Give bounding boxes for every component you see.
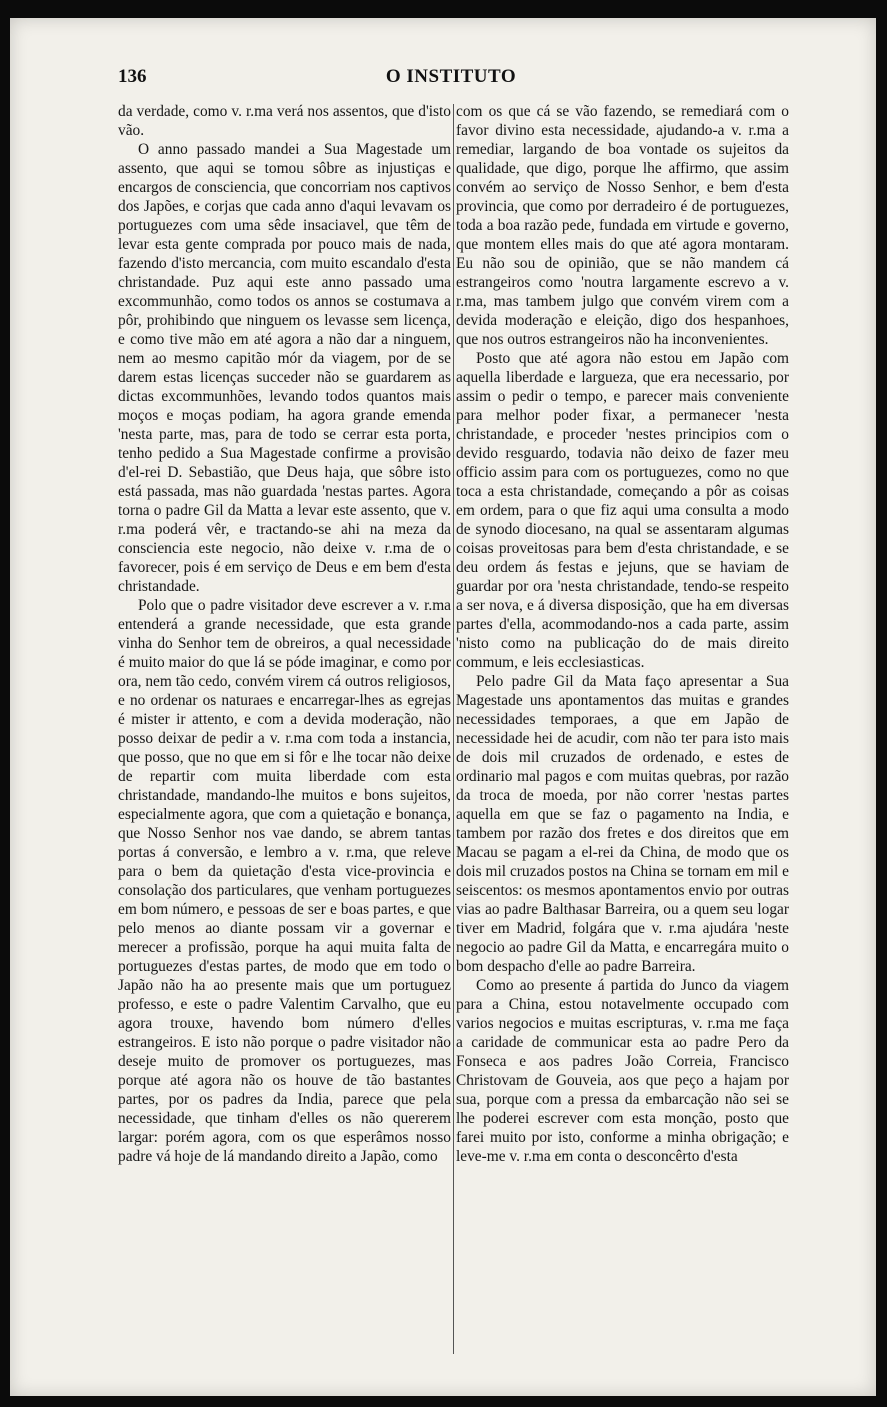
page-number: 136 (118, 66, 147, 87)
right-column (456, 102, 789, 1166)
paragraph: com os que cá se vão fazendo, se remediará com o favor divino esta necessidade, ajudando-a v. r.ma a remediar, largando de boa vontade os sujeitos da qualidade, que digo, porque lhe affirmo, que assim convém ao serviço de Nosso Senhor, e bem d'esta provincia, que como por derradeiro é de portuguezes, toda a boa razão pede, fundada em virtude e governo, que montem elles mais do que até agora montaram. Eu não sou de opinião, que se não mandem cá estrangeiros como 'noutra largamente escrevo a v. r.ma, mas tambem julgo que convém virem com a devida moderação e eleição, digo dos hespanhoes, que nos outros estrangeiros não ha inconvenientes. (456, 103, 789, 348)
paragraph: O anno passado mandei a Sua Magestade um assento, que aqui se tomou sôbre as injustiças e encargos de consciencia, que concorriam nos captivos dos Japões, e corjas que cada anno d'aqui levavam os portuguezes com uma sêde insaciavel, que têm de levar esta gente comprada por pouco mais de nada, fazendo d'isto mercancia, com muito escandalo d'esta christandade. Puz aqui este anno passado uma excommunhão, como todos os annos se costumava a pôr, prohibindo que ninguem os levasse sem licença, e como tive mão em até agora a não dar a ninguem, nem ao mesmo capitão mór da viagem, por de se darem estas licenças succeder não se guardarem as dictas excommunhões, levando todos quantos mais moços e moças podiam, ha agora grande emenda 'nesta parte, mas, para de todo se cerrar esta porta, tenho pedido a Sua Magestade confirme a provisão d'el-rei D. Sebastião, que Deus haja, que sôbre isto está passada, mas não guardada 'nestas partes. Agora torna o padre Gil da Matta a levar este assento, que v. r.ma poderá vêr, e tractando-se ahi na meza da consciencia este negocio, não deixe v. r.ma de o favorecer, pois é em serviço de Deus e em bem d'esta christandade. (118, 141, 451, 595)
left-column (118, 102, 451, 1166)
paragraph: Pelo padre Gil da Mata faço apresentar a Sua Magestade uns apontamentos das muitas e grandes necessidades temporaes, a que em Japão de necessidade hei de acudir, com não ter para isto mais de dois mil cruzados de ordenado, e estes de ordinario mal pagos e com muitas quebras, por razão da troca de moeda, por não correr 'nestas partes aquella em que se faz o pagamento na India, e tambem por razão dos fretes e dos direitos que em Macau se pagam a el-rei da China, de modo que os dois mil cruzados postos na China se tornam em mil e seiscentos: os mesmos apontamentos envio por outras vias ao padre Balthasar Barreira, ou a quem seu logar tiver em Madrid, folgára que v. r.ma ajudára 'neste negocio ao padre Gil da Matta, e encarregára muito o bom despacho d'elle ao padre Barreira. (456, 673, 789, 975)
book-page (10, 18, 876, 1396)
page-header (118, 60, 784, 90)
paragraph: da verdade, como v. r.ma verá nos assentos, que d'isto vão. (118, 103, 451, 139)
column-divider (453, 104, 454, 1354)
paragraph: Polo que o padre visitador deve escrever a v. r.ma entenderá a grande necessidade, que esta grande vinha do Senhor tem de obreiros, a qual necessidade é muito maior do que lá se póde imaginar, e como por ora, nem tão cedo, convém virem cá outros religiosos, e no ordenar os naturaes e encarregar-lhes as egrejas é mister ir attento, e com a devida moderação, não posso deixar de pedir a v. r.ma com toda a instancia, que posso, que no que em si fôr e lhe tocar não deixe de repartir com muita liberdade com esta christandade, mandando-lhe muitos e bons sujeitos, especialmente agora, que com a quietação e bonança, que Nosso Senhor nos vae dando, se abrem tantas portas á conversão, e lembro a v. r.ma, que releve para o bem da quietação d'esta vice-provincia e consolação dos particulares, que venham portuguezes em bom número, e pessoas de ser e boas partes, e que pelo menos ao diante possam vir a governar e merecer a profissão, porque ha aqui muita falta de portuguezes d'estas partes, de modo que em todo o Japão não ha ao presente mais que um portuguez professo, e este o padre Valentim Carvalho, que eu agora trouxe, havendo bom número d'elles estrangeiros. E isto não porque o padre visitador não deseje muito de promover os portuguezes, mas porque até agora não os houve de tão bastantes partes, por os padres da India, parece que pela necessidade, que tinham d'elles os não quererem largar: porém agora, com os que esperâmos nosso padre vá hoje de lá mandando direito a Japão, como (118, 597, 451, 1165)
paragraph: Como ao presente á partida do Junco da viagem para a China, estou notavelmente occupado com varios negocios e muitas escripturas, v. r.ma me faça a caridade de communicar esta ao padre Pero da Fonseca e aos padres João Correia, Francisco Christovam de Gouveia, aos que peço a hajam por sua, porque com a pressa da embarcação não sei se lhe poderei escrever com esta monção, posto que farei muito por isto, conforme a minha obrigação; e leve-me v. r.ma em conta o desconcêrto d'esta (456, 977, 789, 1165)
running-title: O INSTITUTO (385, 66, 517, 87)
paragraph: Posto que até agora não estou em Japão com aquella liberdade e largueza, que era necessario, por assim o pedir o tempo, e parecer mais conveniente para melhor poder fixar, a permanecer 'nesta christandade, e proceder 'nestes principios com o devido resguardo, todavia não deixo de fazer meu officio assim para com os portuguezes, como no que toca a esta christandade, começando a pôr as coisas em ordem, para o que fiz aqui uma consulta a modo de synodo diocesano, na qual se assentaram algumas coisas proveitosas para bem d'esta christandade, e se deu ordem ás festas e jejuns, que se haviam de guardar por ora 'nesta christandade, tendo-se respeito a ser nova, e á diversa disposição, que ha em diversas partes d'ella, acommodando-nos a cada parte, assim 'nisto como na publicação do de mais direito commum, e leis ecclesiasticas. (456, 350, 789, 671)
